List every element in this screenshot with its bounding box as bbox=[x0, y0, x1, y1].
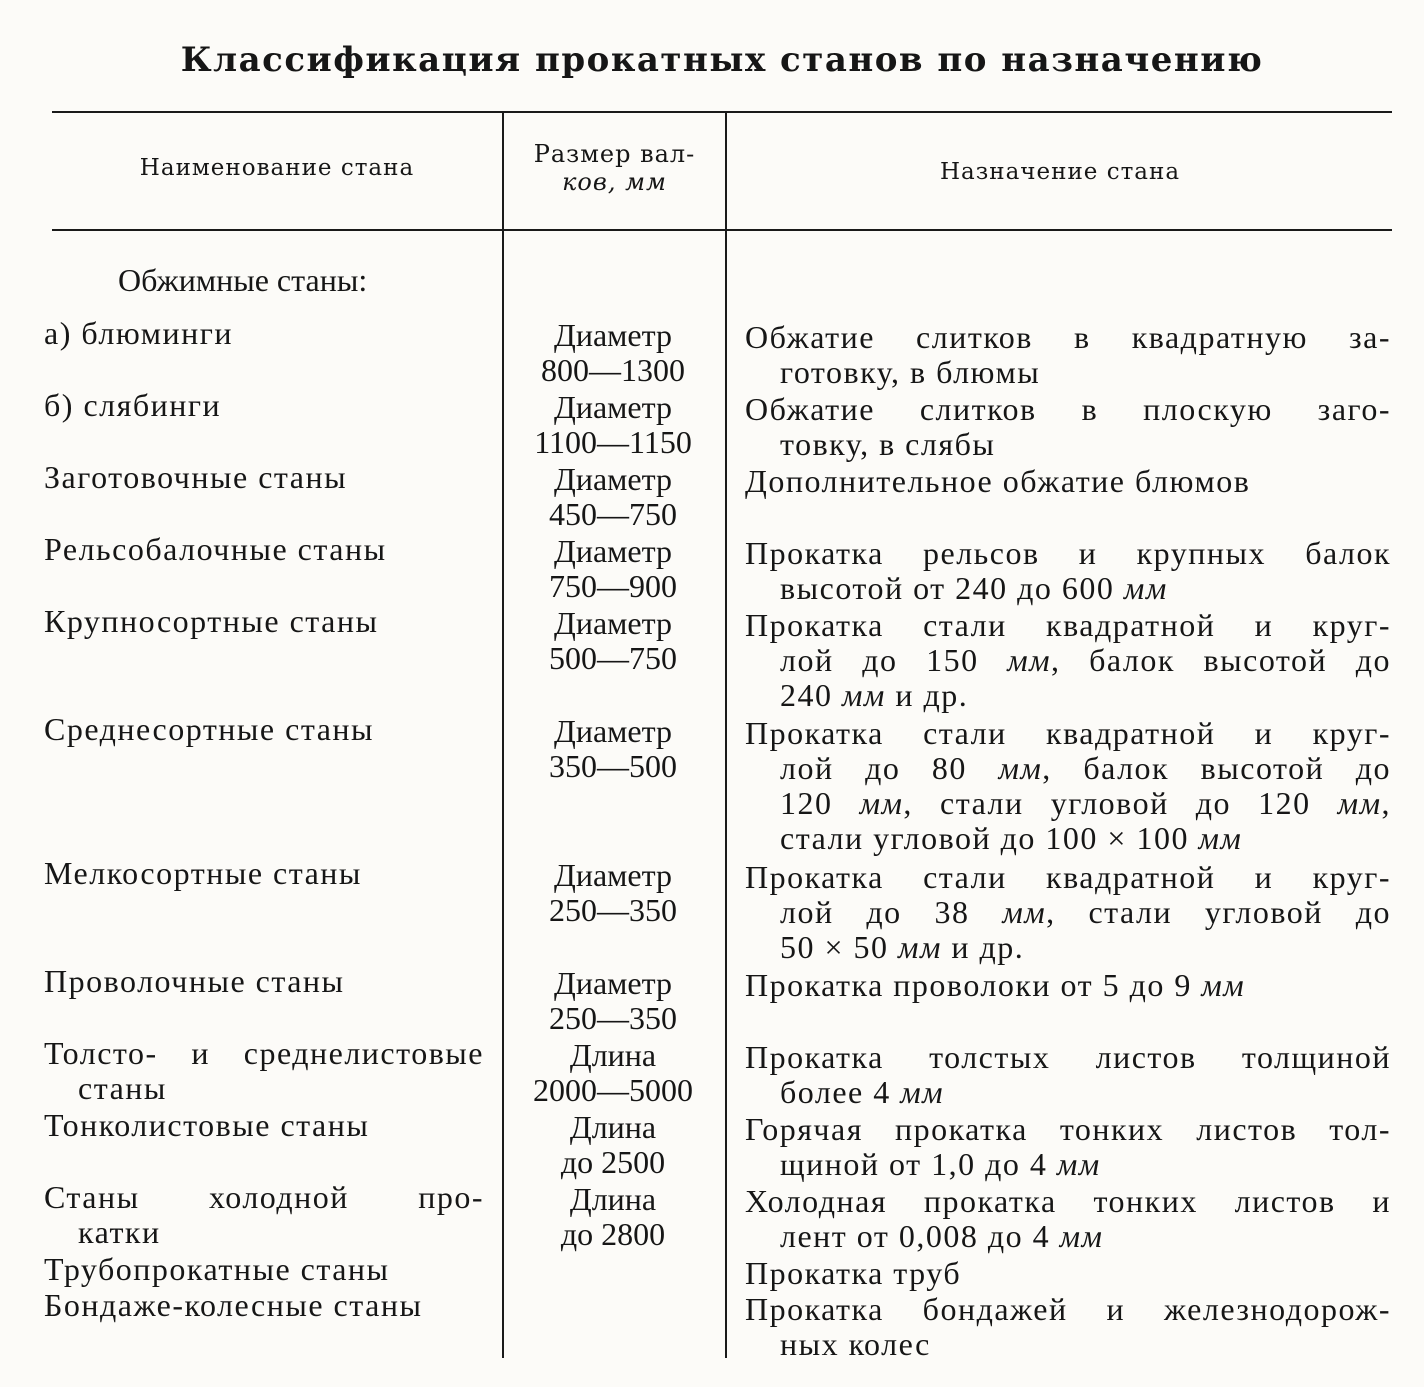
row-purpose-line: Холодная прокатка тонких листов и bbox=[745, 1183, 1391, 1219]
row-purpose-line: ных колес bbox=[780, 1326, 931, 1362]
row-purpose-line: Прокатка бондажей и железнодорож- bbox=[745, 1291, 1391, 1327]
row-purpose-line: Прокатка стали квадратной и круг- bbox=[745, 607, 1391, 643]
header-size-line-2: ков, мм bbox=[562, 168, 667, 196]
row-name bbox=[44, 1288, 484, 1323]
row-purpose-line: готовку, в блюмы bbox=[780, 354, 1041, 390]
row-name-line: Среднесортные станы bbox=[44, 711, 375, 747]
row-name bbox=[44, 316, 484, 351]
row-name bbox=[44, 1180, 484, 1250]
row-purpose bbox=[745, 1184, 1391, 1254]
column-divider-1 bbox=[502, 112, 504, 1358]
row-purpose bbox=[745, 860, 1391, 965]
row-name bbox=[44, 604, 484, 639]
row-purpose-line: Прокатка рельсов и крупных балок bbox=[745, 535, 1391, 571]
row-size-line: Диаметр bbox=[554, 389, 672, 425]
row-size bbox=[508, 1110, 718, 1180]
row-purpose-line: щиной от 1,0 до 4 мм bbox=[780, 1146, 1101, 1182]
header-name-column: Наименование стана bbox=[139, 155, 415, 181]
row-purpose-line: Прокатка толстых листов толщиной bbox=[745, 1039, 1391, 1075]
row-name bbox=[44, 460, 484, 495]
row-name bbox=[44, 964, 484, 999]
row-size-line: 450—750 bbox=[549, 496, 677, 532]
row-size-line: Длина bbox=[569, 1037, 657, 1073]
row-name-line: станы bbox=[78, 1070, 167, 1106]
row-name bbox=[44, 532, 484, 567]
row-name-line: б) слябинги bbox=[44, 387, 222, 423]
row-size-line: Диаметр bbox=[554, 605, 672, 641]
row-size-line: 2000—5000 bbox=[533, 1072, 693, 1108]
row-name-line: Бондаже-колесные станы bbox=[44, 1287, 423, 1323]
row-name-line: катки bbox=[78, 1214, 161, 1250]
row-size-line: Диаметр bbox=[554, 713, 672, 749]
row-purpose-line: лой до 150 мм, балок высотой до bbox=[780, 642, 1392, 678]
table-title: Классификация прокатных станов по назначению bbox=[180, 40, 1264, 80]
row-size-line: Диаметр bbox=[554, 461, 672, 497]
row-purpose bbox=[745, 392, 1391, 462]
row-size-line: 250—350 bbox=[549, 892, 677, 928]
row-purpose-line: 120 мм, стали угловой до 120 мм, bbox=[780, 785, 1392, 821]
row-purpose-line: лент от 0,008 до 4 мм bbox=[780, 1218, 1104, 1254]
row-name-line: Проволочные станы bbox=[44, 963, 345, 999]
row-size-line: 250—350 bbox=[549, 1000, 677, 1036]
row-purpose bbox=[745, 608, 1391, 713]
row-name bbox=[44, 712, 484, 747]
group-label: Обжимные станы: bbox=[118, 262, 368, 298]
row-size-line: 1100—1150 bbox=[534, 424, 692, 460]
row-purpose-line: Прокатка труб bbox=[745, 1255, 962, 1291]
row-name-line: Станы холодной про- bbox=[44, 1179, 484, 1215]
row-size bbox=[508, 1182, 718, 1252]
row-purpose-line: Горячая прокатка тонких листов тол- bbox=[745, 1111, 1391, 1147]
row-size-line: до 2800 bbox=[560, 1216, 666, 1252]
row-name-line: Крупносортные станы bbox=[44, 603, 379, 639]
row-purpose bbox=[745, 1256, 1391, 1291]
row-purpose-line: лой до 38 мм, стали угловой до bbox=[780, 894, 1392, 930]
row-purpose bbox=[745, 464, 1391, 499]
row-purpose-line: высотой от 240 до 600 мм bbox=[780, 570, 1168, 606]
row-name-line: а) блюминги bbox=[44, 315, 234, 351]
row-size-line: 500—750 bbox=[549, 640, 677, 676]
row-name bbox=[44, 856, 484, 891]
row-size bbox=[508, 534, 718, 604]
row-purpose-line: лой до 80 мм, балок высотой до bbox=[780, 750, 1392, 786]
row-size bbox=[508, 606, 718, 676]
row-name-line: Мелкосортные станы bbox=[44, 855, 362, 891]
row-size bbox=[508, 858, 718, 928]
row-size bbox=[508, 714, 718, 784]
row-size-line: Диаметр bbox=[554, 317, 672, 353]
row-size-line: до 2500 bbox=[560, 1144, 666, 1180]
row-size bbox=[508, 390, 718, 460]
row-purpose-line: Прокатка стали квадратной и круг- bbox=[745, 715, 1391, 751]
row-size bbox=[508, 462, 718, 532]
row-purpose-line: 240 мм и др. bbox=[780, 677, 969, 713]
row-name bbox=[44, 1252, 484, 1287]
row-size-line: Диаметр bbox=[554, 965, 672, 1001]
row-purpose-line: Дополнительное обжатие блюмов bbox=[745, 463, 1251, 499]
row-purpose bbox=[745, 968, 1391, 1003]
row-name-line: Рельсобалочные станы bbox=[44, 531, 387, 567]
row-purpose-line: Прокатка стали квадратной и круг- bbox=[745, 859, 1391, 895]
row-name-line: Заготовочные станы bbox=[44, 459, 348, 495]
header-size-column bbox=[504, 140, 725, 196]
row-purpose-line: более 4 мм bbox=[780, 1074, 945, 1110]
row-size-line: Диаметр bbox=[554, 533, 672, 569]
row-purpose-line: стали угловой до 100 × 100 мм bbox=[780, 820, 1243, 856]
row-size bbox=[508, 318, 718, 388]
column-divider-2 bbox=[725, 112, 727, 1358]
row-purpose bbox=[745, 1112, 1391, 1182]
row-purpose bbox=[745, 1292, 1391, 1362]
header-bottom-rule bbox=[52, 229, 1392, 231]
row-purpose bbox=[745, 716, 1391, 856]
row-name-line: Тонколистовые станы bbox=[44, 1107, 370, 1143]
row-purpose bbox=[745, 320, 1391, 390]
row-size-line: 750—900 bbox=[549, 568, 677, 604]
row-purpose-line: товку, в слябы bbox=[780, 426, 996, 462]
row-purpose bbox=[745, 1040, 1391, 1110]
row-size-line: 350—500 bbox=[549, 748, 677, 784]
row-name-line: Трубопрокатные станы bbox=[44, 1251, 390, 1287]
row-purpose-line: Обжатие слитков в плоскую заго- bbox=[745, 391, 1391, 427]
header-purpose-column: Назначение стана bbox=[939, 159, 1181, 185]
row-size-line: Диаметр bbox=[554, 857, 672, 893]
row-name bbox=[44, 1036, 484, 1106]
row-purpose bbox=[745, 536, 1391, 606]
header-size-line-1: Размер вал- bbox=[533, 140, 696, 168]
row-purpose-line: 50 × 50 мм и др. bbox=[780, 929, 1025, 965]
row-size-line: 800—1300 bbox=[541, 352, 685, 388]
row-name bbox=[44, 1108, 484, 1143]
row-purpose-line: Прокатка проволоки от 5 до 9 мм bbox=[745, 967, 1246, 1003]
row-purpose-line: Обжатие слитков в квадратную за- bbox=[745, 319, 1391, 355]
row-name-line: Толсто- и среднелистовые bbox=[44, 1035, 484, 1071]
row-name bbox=[44, 388, 484, 423]
row-size-line: Длина bbox=[569, 1109, 657, 1145]
row-size-line: Длина bbox=[569, 1181, 657, 1217]
row-size bbox=[508, 966, 718, 1036]
header-top-rule bbox=[52, 111, 1392, 113]
row-size bbox=[508, 1038, 718, 1108]
